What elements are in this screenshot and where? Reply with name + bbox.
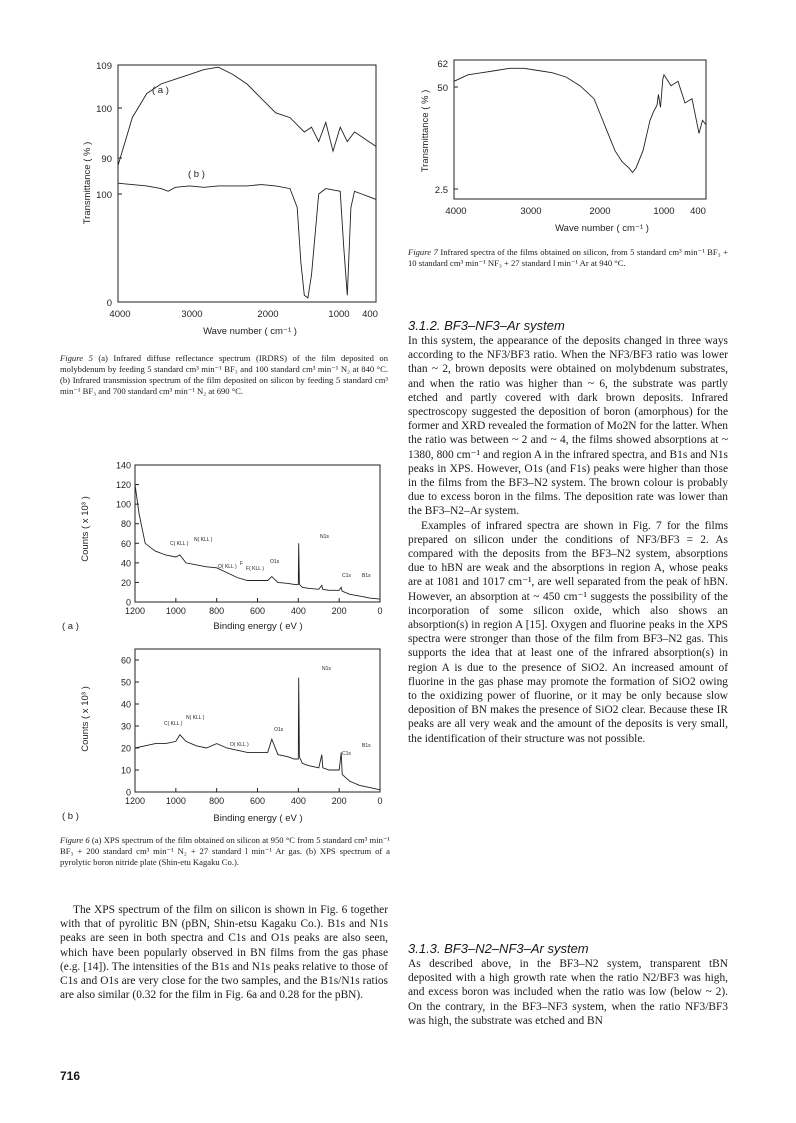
y-tick-label: 20	[120, 743, 131, 754]
figure-7-ytick: 62	[437, 59, 448, 70]
peak-label: B1s	[362, 573, 371, 579]
y-tick-label: 50	[120, 677, 131, 688]
figure-7-xtick: 400	[690, 206, 706, 217]
peak-label: O1s	[270, 559, 280, 565]
peak-label: N( KLL )	[186, 715, 205, 721]
figure-5-ytick: 109	[96, 61, 112, 72]
y-tick-label: 60	[120, 655, 131, 666]
peak-label: C( KLL )	[164, 721, 183, 727]
x-tick-label: 600	[249, 796, 266, 806]
paragraph: The XPS spectrum of the film on silicon is shown in Fig. 6 together with that of pyrolitic BN (pBN, Shin-etsu Kagaku Co.). B1s and N1s peaks are seen in both spectra and C1s and O1s peaks are also seen, which have been popularly observed in BN films from the gas phase (e.g. [14]). The intensities of the B1s and N1s peaks relative to those of C1s and O1s are very close for the two samples, and the B1s/N1s ratios are also similar (0.32 for the film in Fig. 6a and 0.28 for the pBN).	[60, 904, 388, 1002]
figure-5-label-a: ( a )	[152, 85, 169, 96]
x-tick-label: 1000	[165, 796, 186, 806]
paragraph: In this system, the appearance of the deposits changed in three ways according to the NF3/BF3 ratio. When the NF3/BF3 ratio was lower than ~ 2, brown deposits were obtained on molybdenum substrates, and when the ratio was higher than ~ 6, the substrate was partly etched and partly covered with dark brown deposits. Infrared spectroscopy suggested the deposition of boron (amorphous) for the former and XRD revealed the formation of Mo2N for the latter. When the ratio was between ~ 2 and ~ 4, the films showed absorptions at ~ 1380, 800 cm⁻¹ and region A in the infrared spectra, and B1s and N1s peaks in XPS. However, O1s (and F1s) peaks were higher than those in the films from the BF3–N2 system. The brown colour is probably due to excess boron in the films. The deposition rate was lower than the BF3–N2–Ar system.	[408, 335, 728, 518]
figure-7-ytick: 50	[437, 83, 448, 94]
x-tick-label: 200	[331, 606, 347, 616]
figure-5-xtick: 1000	[328, 309, 350, 320]
figure-5-caption-lead: Figure 5	[60, 353, 93, 363]
y-tick-label: 100	[115, 499, 131, 510]
peak-label: O( KLL )	[230, 742, 249, 748]
x-tick-label: 400	[290, 796, 306, 806]
y-tick-label: 30	[120, 721, 131, 732]
figure-5-xtick: 3000	[181, 309, 203, 320]
figure-5-ytick: 100	[96, 190, 112, 201]
figure-6b-ylabel: Counts ( x 10³ )	[80, 686, 91, 752]
paragraph: Examples of infrared spectra are shown in Fig. 7 for the films prepared on silicon under the conditions of NF3/BF3 = 2. As compared with the deposits from the BF3–N2 system, absorptions due to hBN are weak and the absorptions in region A, whose peaks are at 1081 and 1017 cm⁻¹, are well separated from the peak of hBN. However, an absorption at ~ 450 cm⁻¹ suggests the possibility of the incorporation of some silicon oxide, which also shows an absorption(s) in region A [15]. Oxygen and fluorine peaks in the XPS spectra were stronger than those of the film from BF3–N2 gas. This supports the idea that at least one of the infrared absorption(s) in region A is due to the presence of SiO2. An increased amount of fluorine in the gas phase may promote the formation of SiO2 owing to the oxidizing power of fluorine, or it may be only because slow deposition of BN makes the presence of SiO2 clear. Because these IR peaks are all very weak and the amount of the deposits is very small, the identification of their structure was not possible.	[408, 519, 728, 745]
figure-7-chart	[408, 55, 728, 235]
figure-6a-xlabel: Binding energy ( eV )	[213, 621, 303, 632]
x-tick-label: 200	[331, 796, 347, 806]
figure-6	[60, 457, 390, 868]
left-column	[60, 55, 391, 1083]
y-tick-label: 80	[120, 519, 131, 530]
figure-7-xtick: 2000	[589, 206, 611, 217]
peak-label: C1s	[342, 573, 351, 579]
x-tick-label: 400	[290, 606, 306, 616]
y-tick-label: 40	[120, 558, 131, 569]
figure-6b-panel-label: ( b )	[62, 811, 79, 822]
figure-5-xlabel: Wave number ( cm⁻¹ )	[203, 326, 297, 337]
section-heading: 3.1.3. BF3–N2–NF3–Ar system	[408, 941, 589, 956]
peak-label: N( KLL )	[194, 537, 213, 543]
figure-6-caption-lead: Figure 6	[60, 835, 90, 845]
peak-label: C( KLL )	[170, 541, 189, 547]
figure-7-ylabel: Transmittance ( % )	[420, 89, 431, 173]
figure-6b-xlabel: Binding energy ( eV )	[213, 813, 303, 824]
figure-5-caption-text: (a) Infrared diffuse reflectance spectrum (IRDRS) of the film deposited on molybdenum by feeding 5 standard cm³ min⁻¹ BF₃ and 100 standard cm³ min⁻¹ N₂ at 840 °C. (b) Infrared transmission spectrum of the film deposited on silicon by feeding 5 standard cm³ min⁻¹ BF₃ and 700 standard cm³ min⁻¹ N₂ at 690 °C.	[60, 353, 388, 396]
figure-5-label-b: ( b )	[188, 169, 205, 180]
figure-5-caption	[60, 353, 388, 397]
x-tick-label: 0	[377, 606, 383, 616]
y-tick-label: 0	[125, 787, 131, 798]
figure-5-xtick: 4000	[109, 309, 131, 320]
y-tick-label: 20	[120, 577, 131, 588]
figure-5-series-a	[118, 67, 376, 165]
x-tick-label: 1000	[165, 606, 186, 616]
figure-7-xtick: 3000	[520, 206, 542, 217]
y-tick-label: 120	[115, 480, 131, 491]
figure-7-xlabel: Wave number ( cm⁻¹ )	[555, 223, 649, 234]
left-body-text	[60, 903, 388, 1002]
x-tick-label: 600	[249, 606, 266, 616]
figure-5-frame	[118, 65, 376, 302]
figure-7-xtick: 4000	[445, 206, 467, 217]
peak-label: F( KLL )	[246, 566, 264, 572]
peak-label: N1s	[320, 534, 329, 540]
peak-label: C1s	[342, 751, 351, 757]
section-3-1-3	[408, 941, 728, 1028]
figure-6b-series	[135, 678, 380, 790]
peak-label: F	[240, 561, 244, 567]
figure-6a-ylabel: Counts ( x 10³ )	[80, 496, 91, 562]
figure-5-ytick: 0	[106, 298, 112, 309]
peak-label: O1s	[274, 727, 284, 733]
x-tick-label: 800	[209, 606, 225, 616]
x-tick-label: 1200	[124, 796, 146, 806]
figure-5-ytick: 100	[96, 104, 112, 115]
peak-label: N1s	[322, 666, 331, 672]
figure-6b-chart	[60, 643, 390, 833]
figure-7-caption-text: Infrared spectra of the films obtained on silicon, from 5 standard cm³ min⁻¹ BF₃ + 10 standard cm³ min⁻¹ NF₃ + 27 standard l min⁻¹ Ar at 940 °C.	[408, 247, 729, 268]
section-3-1-2	[408, 318, 728, 746]
figure-6a-panel-label: ( a )	[62, 621, 79, 632]
figure-7-series	[454, 68, 706, 172]
figure-5-chart	[60, 55, 390, 335]
section-heading: 3.1.2. BF3–NF3–Ar system	[408, 318, 565, 333]
y-tick-label: 10	[120, 765, 131, 776]
figure-5-ytick: 90	[101, 154, 112, 165]
figure-7	[408, 55, 728, 269]
page-number: 716	[60, 1069, 81, 1083]
y-tick-label: 40	[120, 699, 131, 710]
figure-7-xtick: 1000	[653, 206, 675, 217]
figure-7-ytick: 2.5	[434, 185, 448, 196]
figure-5-xtick: 400	[362, 309, 378, 320]
peak-label: B1s	[362, 743, 371, 749]
right-column	[408, 55, 729, 1027]
figure-6-caption-text: (a) XPS spectrum of the film obtained on silicon at 950 °C from 5 standard cm³ min⁻¹ BF₃ + 200 standard cm³ min⁻¹ N₂ + 27 standard l min⁻¹ Ar gas. (b) XPS spectrum of a pyrolytic boron nitride plate (Shin-etu Kagaku Co.).	[60, 835, 391, 867]
figure-6a-frame	[135, 465, 380, 602]
figure-6a-chart	[60, 457, 390, 637]
paragraph: As described above, in the BF3–N2 system, transparent tBN deposited with a high growth rate when the ratio N2/BF3 was high, and excess boron was included when the ratio was low (below ~ 2). On the contrary, in the BF3–NF3 system, when the ratio NF3/BF3 was high, the substrate was etched and BN	[408, 958, 728, 1027]
y-tick-label: 0	[125, 597, 131, 608]
figure-5-series-b	[118, 183, 376, 298]
figure-5-ylabel: Transmittance ( % )	[82, 141, 93, 225]
x-tick-label: 1200	[124, 606, 146, 616]
y-tick-label: 60	[120, 538, 131, 549]
x-tick-label: 0	[377, 796, 383, 806]
y-tick-label: 140	[115, 460, 131, 471]
figure-7-caption	[408, 247, 728, 269]
figure-7-caption-lead: Figure 7	[408, 247, 438, 257]
figure-5-xtick: 2000	[257, 309, 279, 320]
x-tick-label: 800	[209, 796, 225, 806]
peak-label: O( KLL )	[218, 564, 237, 570]
figure-5	[60, 55, 388, 397]
figure-6-caption	[60, 835, 390, 868]
